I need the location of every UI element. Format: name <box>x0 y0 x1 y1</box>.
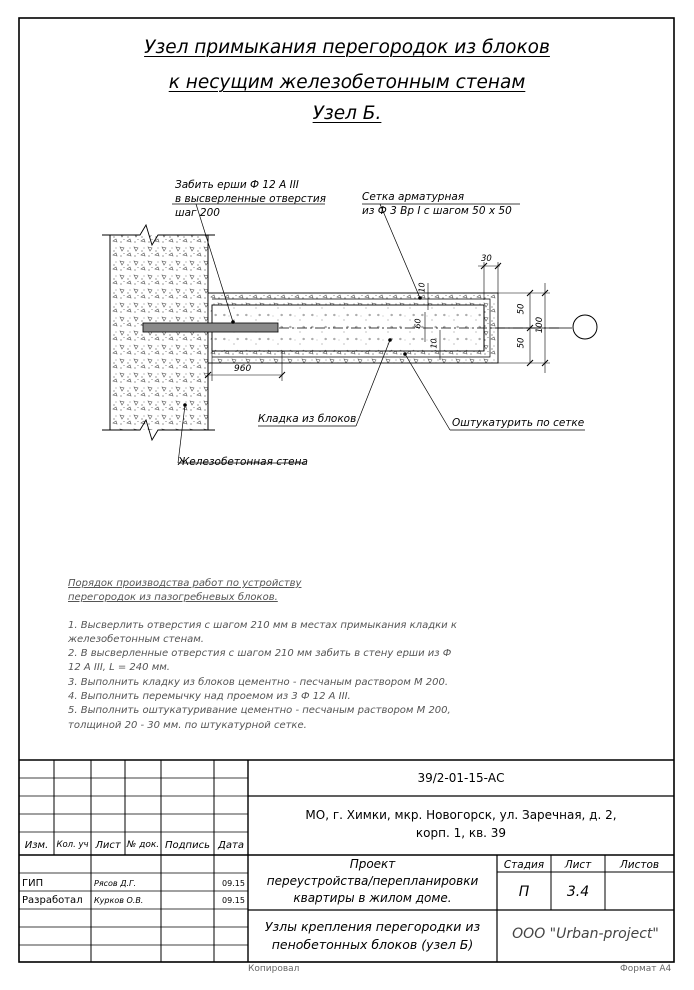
notes-line: 12 А III, L = 240 мм. <box>68 662 170 674</box>
sheet-value: 3.4 <box>566 884 590 900</box>
header-data: Дата <box>218 840 244 851</box>
label-mesh-2: из Ф 3 Вр I с шагом 50 х 50 <box>362 205 512 217</box>
header-kol: Кол. уч <box>56 840 89 850</box>
header-list: Лист <box>95 840 121 851</box>
notes-line: 2. В высверленные отверстия с шагом 210 мм забить в стену ерши из Ф <box>68 648 452 660</box>
dim-100: 100 <box>535 316 546 334</box>
sheets-label: Листов <box>619 859 660 871</box>
notes-heading-2: перегородок из пазогребневых блоков. <box>68 592 278 604</box>
stage-value: П <box>518 884 530 900</box>
axis-marker <box>573 315 597 339</box>
stamp-address-1: МО, г. Химки, мкр. Новогорск, ул. Заречная, д. 2, <box>305 808 617 822</box>
label-rebar-2: в высверленные отверстия <box>175 193 326 205</box>
concrete-wall <box>110 235 208 430</box>
label-plaster: Оштукатурить по сетке <box>452 417 585 429</box>
dim-30: 30 <box>481 254 492 264</box>
notes-line: 5. Выполнить оштукатуривание цементно - песчаным раствором М 200, <box>68 705 451 717</box>
person-date-gip: 09.15 <box>222 879 245 888</box>
notes-line: 4. Выполнить перемычку над проемом из 3 Ф 12 А III. <box>68 691 351 703</box>
label-rebar-3: шаг 200 <box>175 207 220 219</box>
sheet-label: Лист <box>564 859 592 871</box>
stamp-code: 39/2-01-15-АС <box>417 771 505 785</box>
notes-line: 1. Высверлить отверстия с шагом 210 мм в местах примыкания кладки к <box>68 619 457 631</box>
person-role-developer: Разработал <box>22 895 83 906</box>
label-mesh-1: Сетка арматурная <box>362 191 465 203</box>
header-ndoc: № док. <box>126 840 160 850</box>
drawing-title-2: пенобетонных блоков (узел Б) <box>271 937 474 952</box>
title-line-1: Узел примыкания перегородок из блоков <box>144 37 550 58</box>
dim-60: 60 <box>413 318 423 329</box>
title-line-2: к несущим железобетонным стенам <box>168 72 526 93</box>
stage-label: Стадия <box>503 859 545 871</box>
rebar-rod <box>143 323 278 332</box>
dim-10-top: 10 <box>417 282 427 293</box>
notes-line: железобетонным стенам. <box>68 633 204 645</box>
dim-10-bottom: 10 <box>429 338 439 349</box>
notes-line: толщиной 20 - 30 мм. по штукатурной сетке. <box>68 719 307 731</box>
label-rebar-1: Забить ерши Ф 12 А III <box>175 179 299 191</box>
dim-50-bottom: 50 <box>516 337 527 349</box>
dim-50-top: 50 <box>516 303 527 315</box>
notes-line: 3. Выполнить кладку из блоков цементно - песчаным раствором М 200. <box>68 676 449 688</box>
project-line-3: квартиры в жилом доме. <box>293 891 452 905</box>
person-role-gip: ГИП <box>22 878 44 889</box>
dim-960: 960 <box>234 364 252 374</box>
stamp-address-2: корп. 1, кв. 39 <box>415 826 507 840</box>
label-wall: Железобетонная стена <box>178 456 308 468</box>
person-name-gip: Рясов Д.Г. <box>94 879 136 888</box>
notes-heading-1: Порядок производства работ по устройству <box>68 578 302 589</box>
notes-block <box>68 577 457 733</box>
title-line-3: Узел Б. <box>312 103 382 124</box>
company-name: ООО "Urban-project" <box>512 926 659 942</box>
footer-format: Формат А4 <box>620 964 672 974</box>
header-podpis: Подпись <box>165 840 210 851</box>
footer-copied: Копировал <box>248 964 300 974</box>
drawing-title-1: Узлы крепления перегородки из <box>264 919 481 934</box>
person-date-developer: 09.15 <box>222 896 245 905</box>
person-name-developer: Курков О.В. <box>94 896 144 905</box>
project-line-2: переустройства/перепланировки <box>266 874 479 888</box>
label-masonry: Кладка из блоков <box>258 413 357 425</box>
header-izm: Изм. <box>24 840 49 851</box>
project-line-1: Проект <box>349 857 396 871</box>
